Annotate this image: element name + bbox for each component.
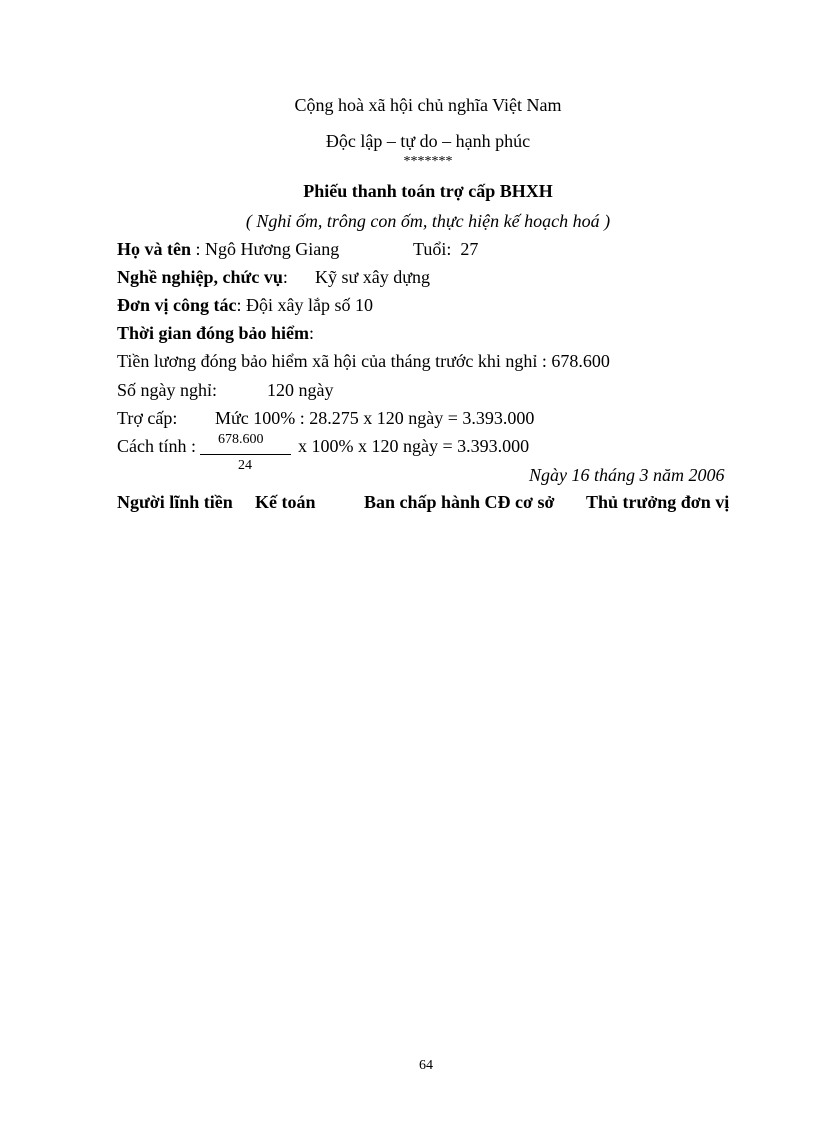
unit-value: : Đội xây lắp số 10 [236, 295, 373, 315]
motto-heading: Độc lập – tự do – hạnh phúc [325, 131, 531, 151]
calc-rest: x 100% x 120 ngày = 3.393.000 [298, 436, 530, 456]
job-label: Nghề nghiệp, chức vụ [117, 267, 283, 287]
country-heading: Cộng hoà xã hội chủ nghĩa Việt Nam [294, 95, 562, 115]
unit-label: Đơn vị công tác [117, 295, 237, 315]
form-title: Phiếu thanh toán trợ cấp BHXH [303, 181, 553, 201]
salary-line: Tiền lương đóng bảo hiểm xã hội của tháng trước khi nghỉ : 678.600 [117, 351, 610, 371]
name-row [117, 238, 339, 260]
insurance-time-row [117, 322, 314, 344]
job-value: Kỹ sư xây dựng [315, 267, 431, 287]
signature-receiver: Người lĩnh tiền [117, 492, 233, 512]
form-subtitle: ( Nghỉ ốm, trông con ốm, thực hiện kế hoạch hoá ) [245, 211, 611, 231]
days-label: Số ngày nghỉ: [117, 380, 218, 400]
unit-row [117, 294, 373, 316]
age-row [413, 238, 478, 260]
page-number: 64 [419, 1058, 433, 1073]
insurance-time-separator: : [309, 323, 315, 343]
calc-label: Cách tính : [117, 436, 196, 456]
name-label: Họ và tên [117, 239, 191, 259]
age-label: Tuổi: [413, 239, 452, 259]
allowance-value: Mức 100% : 28.275 x 120 ngày = 3.393.000 [215, 408, 535, 428]
job-separator: : [282, 267, 288, 287]
signature-head: Thủ trưởng đơn vị [586, 492, 730, 512]
job-row [117, 266, 288, 288]
signature-accountant: Kế toán [255, 492, 316, 512]
calc-numerator: 678.600 [218, 432, 264, 447]
date-line: Ngày 16 tháng 3 năm 2006 [529, 465, 725, 485]
age-value: 27 [460, 239, 479, 259]
signature-union: Ban chấp hành CĐ cơ sở [364, 492, 555, 512]
insurance-time-label: Thời gian đóng bảo hiểm [117, 323, 310, 343]
allowance-label: Trợ cấp: [117, 408, 178, 428]
days-value: 120 ngày [267, 380, 334, 400]
fraction-bar [200, 454, 291, 455]
name-value: Ngô Hương Giang [205, 239, 340, 259]
calc-denominator: 24 [238, 458, 252, 473]
stars-divider: ******* [403, 154, 453, 169]
name-separator: : [191, 239, 206, 259]
